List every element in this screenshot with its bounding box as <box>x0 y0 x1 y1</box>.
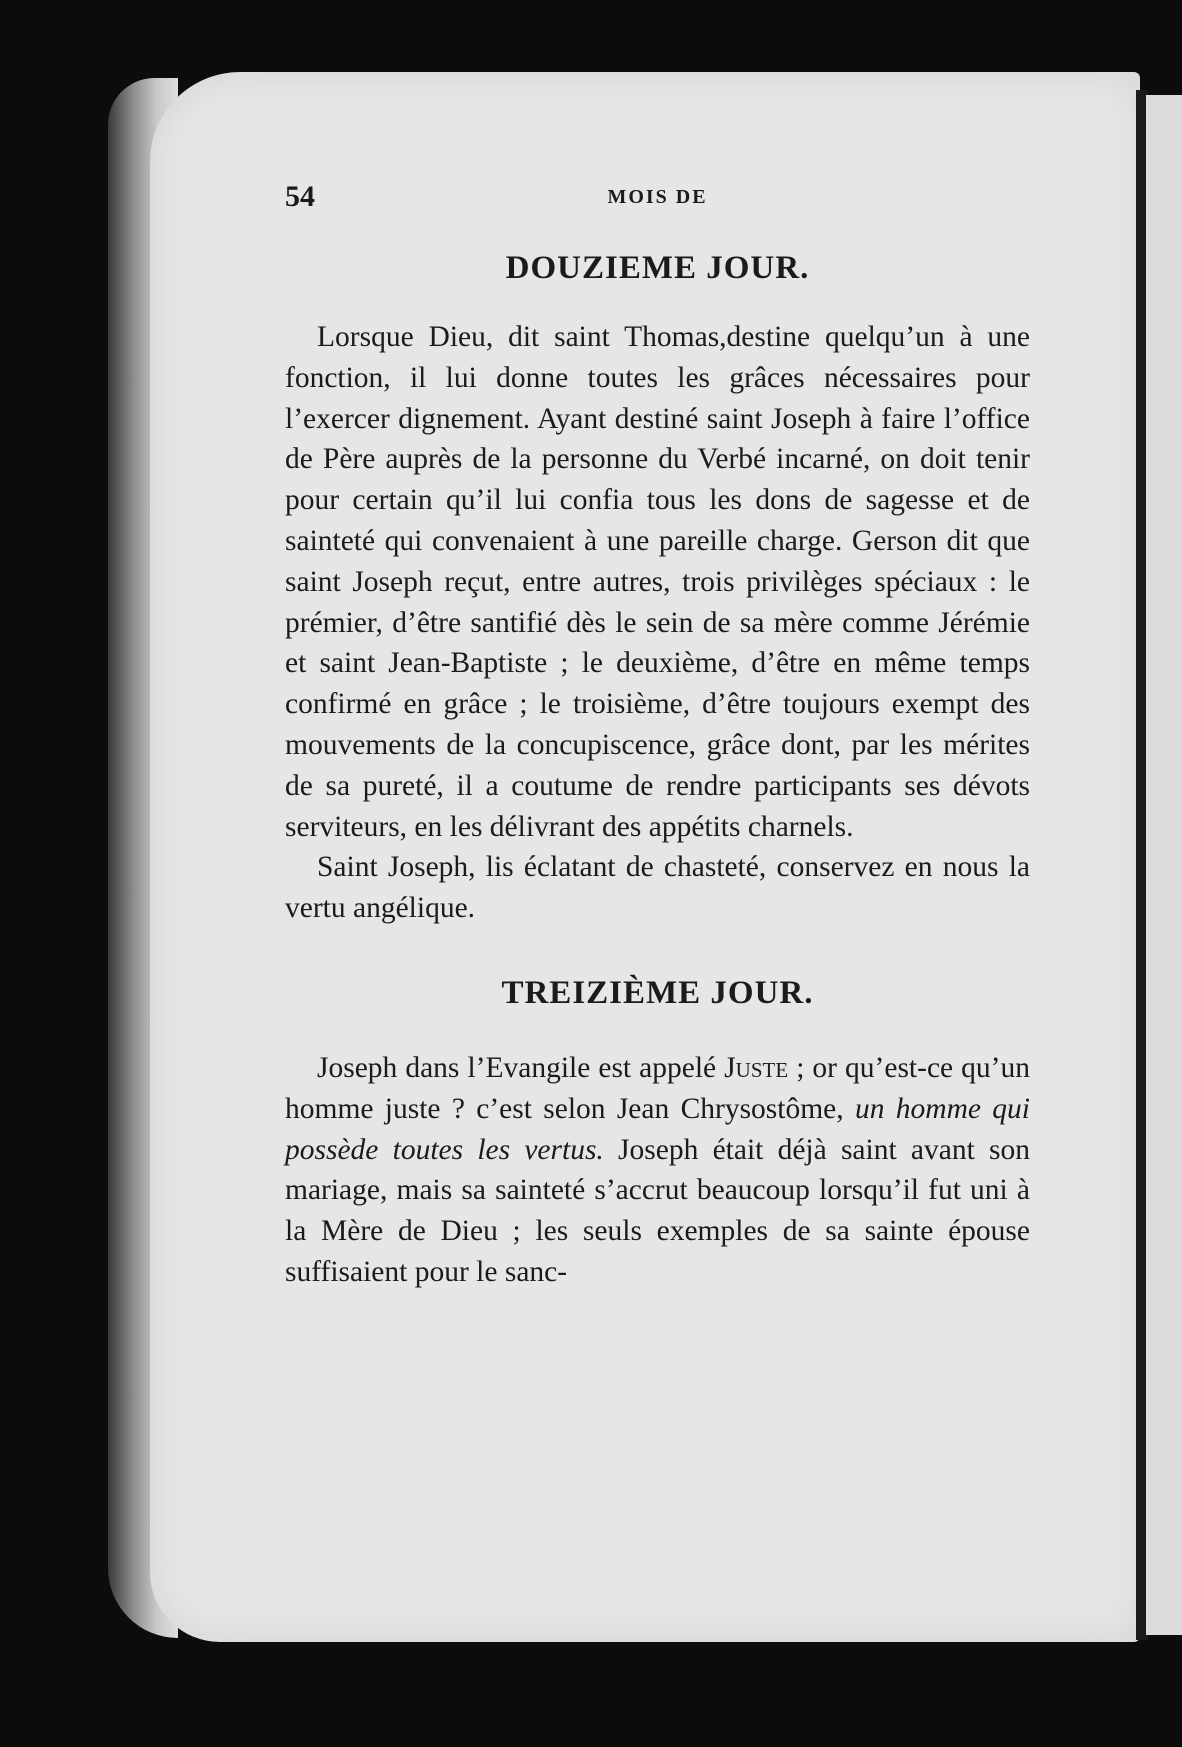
page-content <box>285 180 1030 1293</box>
italic-quote: un homme qui possède toutes les vertus. <box>285 1092 1030 1166</box>
running-head <box>285 180 1030 224</box>
text-run: ; or qu’est-ce qu’un homme juste ? c’est selon Jean Chrysostôme, <box>285 1051 1030 1125</box>
running-title: MOIS DE <box>607 186 708 208</box>
small-caps-juste: Juste <box>724 1051 789 1084</box>
paragraph-treizieme-1 <box>285 1048 1030 1293</box>
text-run: Joseph était déjà saint avant son mariage, mais sa sainteté s’accrut beaucoup lorsqu’il fut uni à la Mère de Dieu ; les seuls exemples de sa sainte épouse suffisaient pour le sanc- <box>285 1133 1030 1288</box>
paragraph-douzieme-1: Lorsque Dieu, dit saint Thomas,destine quelqu’un à une fonction, il lui donne toutes les grâces nécessaires pour l’exercer dignement. Ayant destiné saint Joseph à faire l’office de Père auprès de la personne du Verbé incarné, on doit tenir pour certain qu’il lui confia tous les dons de sagesse et de sainteté qui convenaient à une pareille charge. Gerson dit que saint Joseph reçut, entre autres, trois privilèges spéciaux : le prémier, d’être santifié dès le sein de sa mère comme Jérémie et saint Jean-Baptiste ; le deuxième, d’être en même temps confirmé en grâce ; le troisième, d’être toujours exempt des mouvements de la concupiscence, grâce dont, par les mérites de sa pureté, il a coutume de rendre participants ses dévots serviteurs, en les délivrant des appétits charnels. <box>285 321 1030 843</box>
text-run: Joseph dans l’Evangile est appelé <box>317 1051 725 1084</box>
facing-page-edge <box>1146 95 1182 1635</box>
page-number: 54 <box>285 180 315 213</box>
section-heading-douzieme: DOUZIEME JOUR. <box>505 250 810 286</box>
section-heading-treizieme: TREIZIÈME JOUR. <box>501 974 814 1011</box>
paragraph-douzieme-prayer: Saint Joseph, lis éclatant de chasteté, conservez en nous la vertu angélique. <box>285 851 1030 925</box>
